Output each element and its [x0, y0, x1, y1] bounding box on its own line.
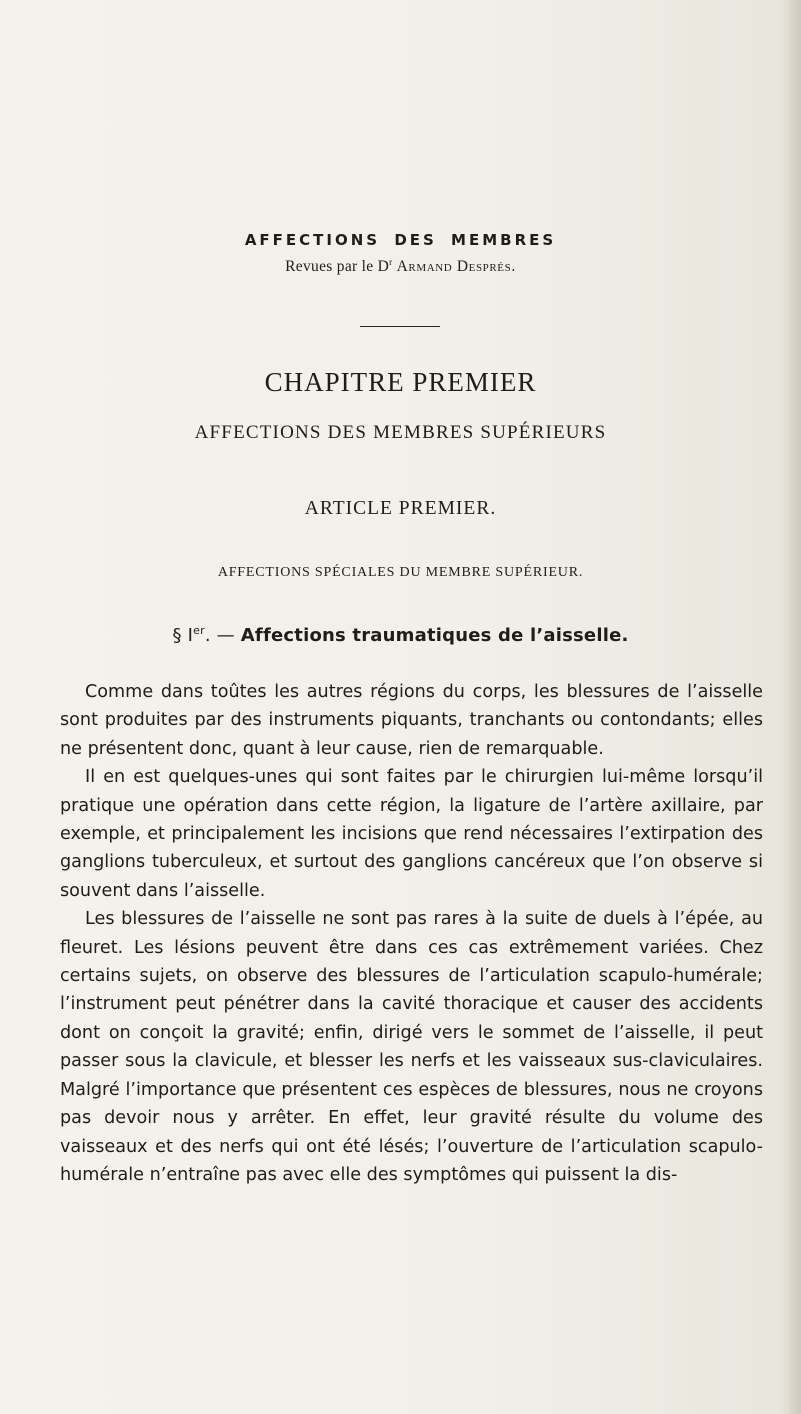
separator-rule — [360, 326, 440, 327]
section-heading — [0, 624, 801, 646]
section-title: Affections traumatiques de l’aisselle. — [240, 625, 629, 646]
page-edge-shadow — [787, 0, 801, 1414]
paragraph: Comme dans toûtes les autres régions du corps, les blessures de l’aisselle sont produites par des instruments piquants, tranchants ou contondants; elles ne présentent donc, quant à leur cause, rien de remarquable. — [60, 682, 763, 759]
paragraph: Il en est quelques-unes qui sont faites par le chirurgien lui-même lorsqu’il pratique une opération dans cette région, la ligature de l’artère axillaire, par exemple, et principalement les incisions que rend nécessaires l’extirpation des ganglions tuberculeux, et surtout des ganglions cancéreux que l’on observe si souvent dans l’aisselle. — [60, 767, 763, 901]
reviewer-sup: r — [389, 257, 393, 267]
section-dash: . — — [204, 625, 241, 646]
reviewer-line — [0, 257, 801, 276]
article-title: ARTICLE PREMIER. — [304, 498, 497, 519]
running-title: AFFECTIONS DES MEMBRES — [244, 231, 557, 249]
chapter-title: CHAPITRE PREMIER — [264, 367, 537, 397]
article-subtitle: AFFECTIONS SPÉCIALES DU MEMBRE SUPÉRIEUR. — [217, 565, 584, 580]
reviewer-name: Armand Després. — [396, 258, 516, 276]
chapter-subtitle: AFFECTIONS DES MEMBRES SUPÉRIEURS — [194, 422, 607, 443]
section-mark-sup: er — [193, 624, 205, 637]
paragraph: Les blessures de l’aisselle ne sont pas rares à la suite de duels à l’épée, au fleuret. Les lésions peuvent être dans ces cas extrêmement variées. Chez certains sujets, on observe des blessures de l’articulation scapulo-humérale; l’instrument peut pénétrer dans la cavité thoracique et causer des accidents dont on conçoit la gravité; enfin, dirigé vers le sommet de l’aisselle, il peut passer sous la clavicule, et blesser les nerfs et les vaisseaux sus-claviculaires. Malgré l’importance que présentent ces espèces de blessures, nous ne croyons pas devoir nous y arrêter. En effet, leur gravité résulte du volume des vaisseaux et des nerfs qui ont été lésés; l’ouverture de l’articulation scapulo-humérale n’entraîne pas avec elle des symptômes qui puissent la dis- — [60, 909, 763, 1185]
body-text — [60, 678, 763, 1189]
reviewer-prefix: Revues par le D — [285, 258, 390, 276]
section-mark: § I — [172, 625, 194, 646]
